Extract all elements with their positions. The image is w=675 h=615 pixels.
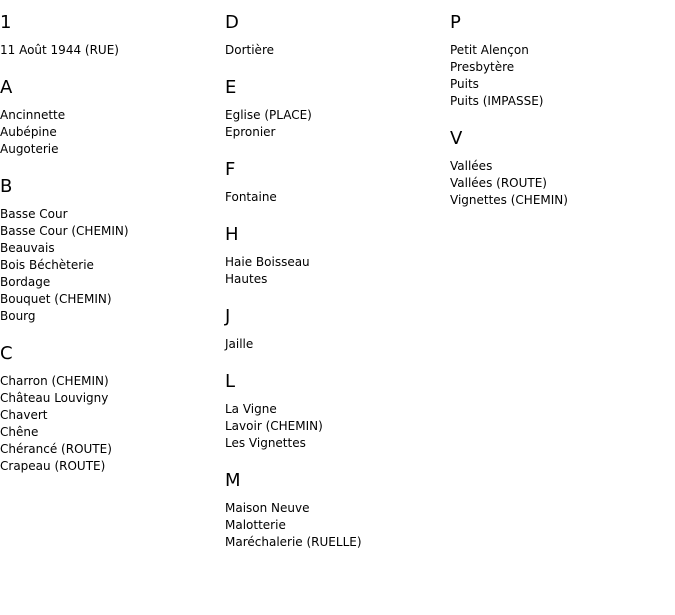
street-name: Jaille — [225, 337, 254, 351]
street-name: Les Vignettes — [225, 436, 306, 450]
street-name: Chêne — [0, 425, 39, 439]
street-name: Vallées (ROUTE) — [450, 176, 547, 190]
street-name: Charron (CHEMIN) — [0, 374, 109, 388]
street-list — [225, 401, 450, 452]
street-name: Epronier — [225, 125, 276, 139]
street-name: Bordage — [0, 275, 51, 289]
street-list — [225, 336, 450, 353]
letter-group — [450, 128, 675, 209]
street-name: Basse Cour (CHEMIN) — [0, 224, 129, 238]
street-name: Bouquet (CHEMIN) — [0, 292, 112, 306]
street-name: Lavoir (CHEMIN) — [225, 419, 323, 433]
street-name: Haie Boisseau — [225, 255, 310, 269]
group-letter-heading: M — [225, 470, 241, 491]
group-letter-heading: L — [225, 371, 236, 392]
street-name: Vallées — [450, 159, 493, 173]
group-letter-heading: P — [450, 12, 461, 33]
letter-group — [225, 470, 450, 551]
street-list — [0, 206, 225, 325]
group-letter-heading: V — [450, 128, 463, 149]
group-letter-heading: 1 — [0, 12, 12, 33]
street-name: Chavert — [0, 408, 48, 422]
street-name: La Vigne — [225, 402, 277, 416]
street-list — [225, 500, 450, 551]
street-name: Ancinnette — [0, 108, 66, 122]
group-letter-heading: C — [0, 343, 13, 364]
street-name: Crapeau (ROUTE) — [0, 459, 106, 473]
index-column-1 — [0, 0, 225, 475]
street-name: Château Louvigny — [0, 391, 109, 405]
group-letter-heading: D — [225, 12, 239, 33]
street-name: Hautes — [225, 272, 268, 286]
letter-group — [450, 12, 675, 110]
group-letter-heading: F — [225, 159, 236, 180]
street-name: Malotterie — [225, 518, 286, 532]
group-letter-heading: J — [225, 306, 231, 327]
letter-group — [0, 176, 225, 325]
street-name: Aubépine — [0, 125, 57, 139]
street-name: Eglise (PLACE) — [225, 108, 312, 122]
street-list — [0, 107, 225, 158]
street-name: Petit Alençon — [450, 43, 529, 57]
street-name: Maréchalerie (RUELLE) — [225, 535, 362, 549]
street-list — [225, 42, 450, 59]
index-column-3 — [450, 0, 675, 209]
street-list — [0, 42, 225, 59]
group-letter-heading: B — [0, 176, 13, 197]
street-name: Vignettes (CHEMIN) — [450, 193, 568, 207]
street-name: Fontaine — [225, 190, 277, 204]
street-name: Puits (IMPASSE) — [450, 94, 544, 108]
street-name: Beauvais — [0, 241, 55, 255]
street-list — [450, 42, 675, 110]
street-list — [225, 189, 450, 206]
index-column-2 — [225, 0, 450, 551]
street-name: Basse Cour — [0, 207, 68, 221]
group-letter-heading: E — [225, 77, 237, 98]
group-letter-heading: H — [225, 224, 239, 245]
street-name: 11 Août 1944 (RUE) — [0, 43, 119, 57]
street-name: Dortière — [225, 43, 274, 57]
letter-group — [225, 371, 450, 452]
street-name: Puits — [450, 77, 479, 91]
letter-group — [225, 224, 450, 288]
letter-group — [225, 12, 450, 59]
letter-group — [225, 159, 450, 206]
street-list — [0, 373, 225, 475]
letter-group — [0, 12, 225, 59]
street-name: Presbytère — [450, 60, 515, 74]
street-name: Maison Neuve — [225, 501, 310, 515]
group-letter-heading: A — [0, 77, 13, 98]
letter-group — [0, 77, 225, 158]
letter-group — [0, 343, 225, 475]
street-list — [450, 158, 675, 209]
street-name: Chérancé (ROUTE) — [0, 442, 112, 456]
street-name: Bourg — [0, 309, 36, 323]
letter-group — [225, 306, 450, 353]
street-name: Bois Béchèterie — [0, 258, 94, 272]
street-name: Augoterie — [0, 142, 59, 156]
street-list — [225, 254, 450, 288]
street-list — [225, 107, 450, 141]
letter-group — [225, 77, 450, 141]
